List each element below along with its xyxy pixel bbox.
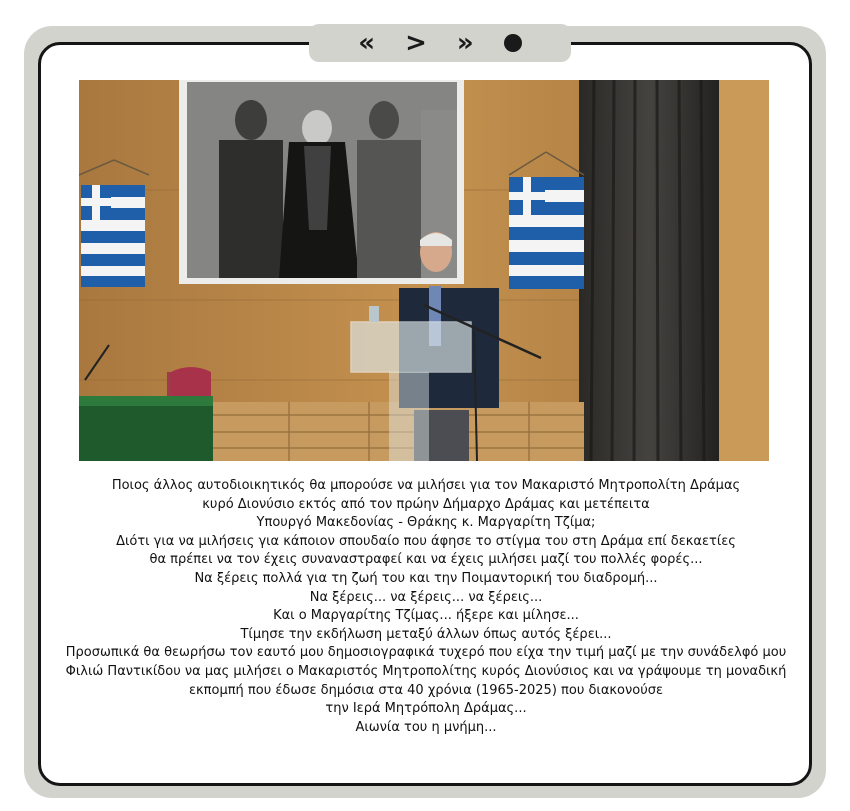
event-photo [79,80,769,461]
article-line: Φιλιώ Παντικίδου να μας μιλήσει ο Μακαριστός Μητροπολίτης κυρός Διονύσιος και να γράψουμε τη μοναδική [65,663,787,679]
article-line: την Ιερά Μητρόπολη Δράμας... [325,701,527,717]
article-line: κυρό Διονύσιο εκτός από τον πρώην Δήμαρχο Δράμας και μετέπειτα [202,496,650,512]
last-slide-button[interactable]: » [456,28,474,58]
event-photo-illustration [79,80,769,461]
article-line: Υπουργό Μακεδονίας - Θράκης κ. Μαργαρίτη Τζίμα; [256,515,596,531]
article-line: Να ξέρεις πολλά για τη ζωή του και την Ποιμαντορική του διαδρομή... [194,570,658,586]
article-line: Και ο Μαργαρίτης Τζίμας... ήξερε και μίλησε... [273,608,579,624]
pause-dot-button[interactable] [504,34,522,52]
next-slide-button[interactable]: > [405,28,427,58]
article-line: Αιωνία του η μνήμη... [355,719,497,735]
article-line: Τίμησε την εκδήλωση μεταξύ άλλων όπως αυτός ξέρει... [240,626,612,642]
article-line: Να ξέρεις... να ξέρεις... να ξέρεις... [309,589,543,605]
first-slide-button[interactable]: « [358,28,376,58]
article-text [46,477,806,737]
article-line: θα πρέπει να τον έχεις συναναστραφεί και να έχεις μιλήσει μαζί του πολλές φορές... [149,552,703,568]
article-line: εκπομπή που έδωσε δημόσια στα 40 χρόνια (1965-2025) που διακονούσε [188,682,664,698]
article-line: Προσωπικά θα θεωρήσω τον εαυτό μου δημοσιογραφικά τυχερό που είχα την τιμή μαζί με την συνάδελφό μου [65,645,787,661]
article-line: Ποιος άλλος αυτοδιοικητικός θα μπορούσε να μιλήσει για τον Μακαριστό Μητροπολίτη Δράμας [111,478,741,493]
slide-navigation [309,24,571,62]
article-line: Διότι για να μιλήσεις για κάποιον σπουδαίο που άφησε το στίγμα του στη Δράμα επί δεκαετίες [116,533,736,549]
